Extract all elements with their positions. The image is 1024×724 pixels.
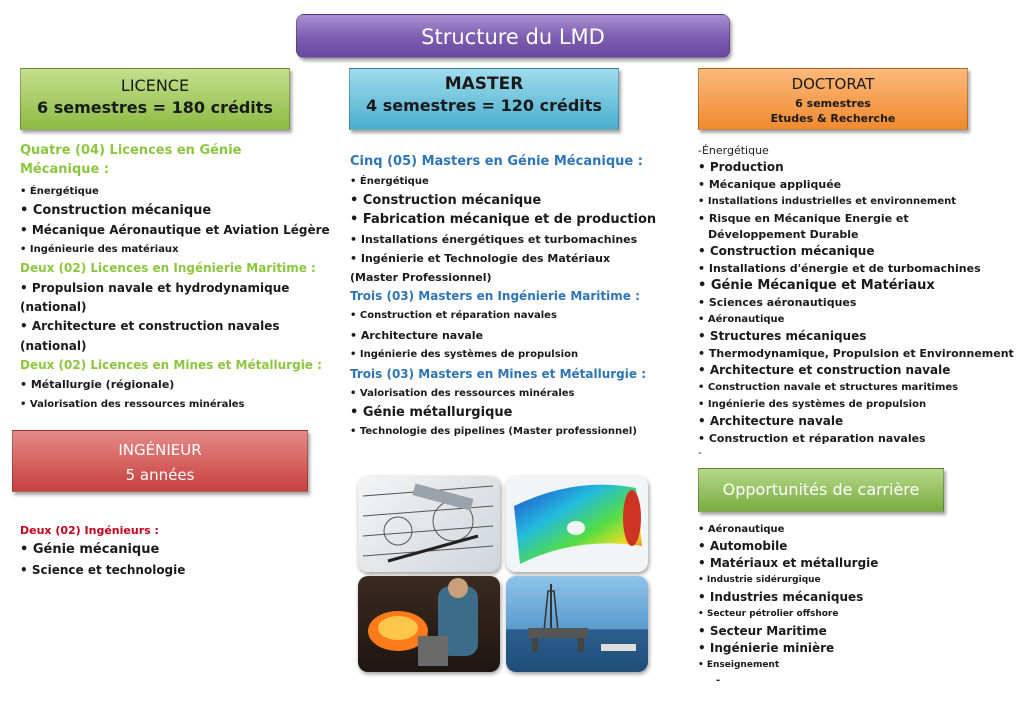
list-item: • Construction mécanique [20,203,212,218]
list-item: • Mécanique appliquée [698,178,842,191]
master-group-title: Trois (03) Masters en Ingénierie Maritime : [350,289,640,303]
doctorat-heading: DOCTORAT [791,75,875,93]
ingenieur-subheading: 5 années [125,466,195,484]
stress-simulation-photo [506,476,648,572]
list-item: • Secteur pétrolier offshore [698,609,839,619]
list-item: • Architecture et construction navale [698,363,951,377]
licence-group-title: Quatre (04) Licences en Génie [20,143,242,158]
licence-subheading: 6 semestres = 180 crédits [37,98,273,117]
list-item: • Fabrication mécanique et de production [350,212,657,227]
list-item: • Construction mécanique [698,244,875,258]
list-item: • Valorisation des ressources minérales [350,388,575,399]
list-item: • Enseignement [698,660,780,670]
list-item: • Propulsion navale et hydrodynamique [20,281,290,295]
list-item: - [716,675,721,686]
list-item: • Construction navale et structures maritimes [698,382,959,393]
licence-list [20,143,330,414]
list-item: • Matériaux et métallurgie [698,556,879,570]
list-item: Développement Durable [708,228,859,241]
page-title: Structure du LMD [296,14,730,58]
list-item: (Master Professionnel) [350,271,492,284]
list-item: • Construction et réparation navales [698,432,926,445]
list-item: • Production [698,160,784,174]
master-heading: MASTER [444,74,524,94]
list-item: • Automobile [698,539,788,553]
list-item: • Ingénierie des systèmes de propulsion [350,349,579,360]
career-header: Opportunités de carrière [698,468,944,512]
master-subheading: 4 semestres = 120 crédits [366,96,602,115]
ingenieur-list [20,522,185,580]
list-item: • Secteur Maritime [698,624,827,638]
ingenieur-header [12,430,308,492]
list-item: • Aéronautique [698,314,785,325]
list-item: • Sciences aéronautiques [698,296,857,309]
master-list [350,152,656,442]
list-item: • Ingénierie et Technologie des Matériaux [350,252,611,265]
list-item: • Construction mécanique [350,193,542,208]
list-item: -Énergétique [698,144,769,157]
list-item: (national) [20,300,87,314]
licence-group-title: Deux (02) Licences en Ingénierie Maritime : [20,261,316,275]
doctorat-header [698,68,968,130]
doctorat-line2: Etudes & Recherche [770,112,896,125]
licence-heading: LICENCE [120,76,190,95]
career-list [698,522,878,688]
list-item: • Installations industrielles et environnement [698,196,957,207]
list-item: - [698,448,702,459]
list-item: • Construction et réparation navales [350,310,557,321]
ingenieur-group-title: Deux (02) Ingénieurs : [20,524,159,537]
list-item: • Industrie sidérurgique [698,575,821,585]
list-item: • Valorisation des ressources minérales [20,399,245,410]
list-item: • Génie mécanique [20,542,160,557]
doctorat-list [698,143,1014,461]
photo-collage [358,476,650,672]
list-item: • Énergétique [350,176,429,187]
list-item: • Science et technologie [20,563,186,577]
list-item: • Technologie des pipelines (Master professionnel) [350,426,637,437]
list-item: • Métallurgie (régionale) [20,378,175,391]
list-item: • Architecture navale [350,329,484,342]
list-item: • Thermodynamique, Propulsion et Environnement [698,347,1014,360]
offshore-platform-photo [506,576,648,672]
list-item: • Ingénierie des systèmes de propulsion [698,399,927,410]
licence-group-title: Mécanique : [20,162,110,177]
list-item: • Structures mécaniques [698,329,867,343]
master-group-title: Trois (03) Masters en Mines et Métallurgie : [350,367,646,381]
licence-header [20,68,290,130]
licence-group-title: Deux (02) Licences en Mines et Métallurgie : [20,358,322,372]
list-item: • Ingénierie minière [698,641,835,655]
list-item: • Installations d'énergie et de turbomachines [698,262,981,275]
list-item: • Risque en Mécanique Energie et [698,212,909,225]
list-item: • Génie métallurgique [350,405,513,420]
list-item: • Installations énergétiques et turbomachines [350,233,638,246]
list-item: (national) [20,339,87,353]
drafting-tools-photo [358,476,500,572]
list-item: • Génie Mécanique et Matériaux [698,278,935,293]
list-item: • Architecture navale [698,414,844,428]
list-item: • Aéronautique [698,524,785,535]
doctorat-line1: 6 semestres [795,97,871,110]
master-group-title: Cinq (05) Masters en Génie Mécanique : [350,154,643,169]
ingenieur-heading: INGÉNIEUR [118,441,202,459]
molten-metal-pouring-photo [358,576,500,672]
list-item: • Mécanique Aéronautique et Aviation Légère [20,223,330,237]
list-item: • Énergétique [20,186,99,197]
list-item: • Industries mécaniques [698,590,864,604]
list-item: • Architecture et construction navales [20,319,280,333]
master-header [349,68,619,130]
list-item: • Ingénieurie des matériaux [20,244,179,255]
